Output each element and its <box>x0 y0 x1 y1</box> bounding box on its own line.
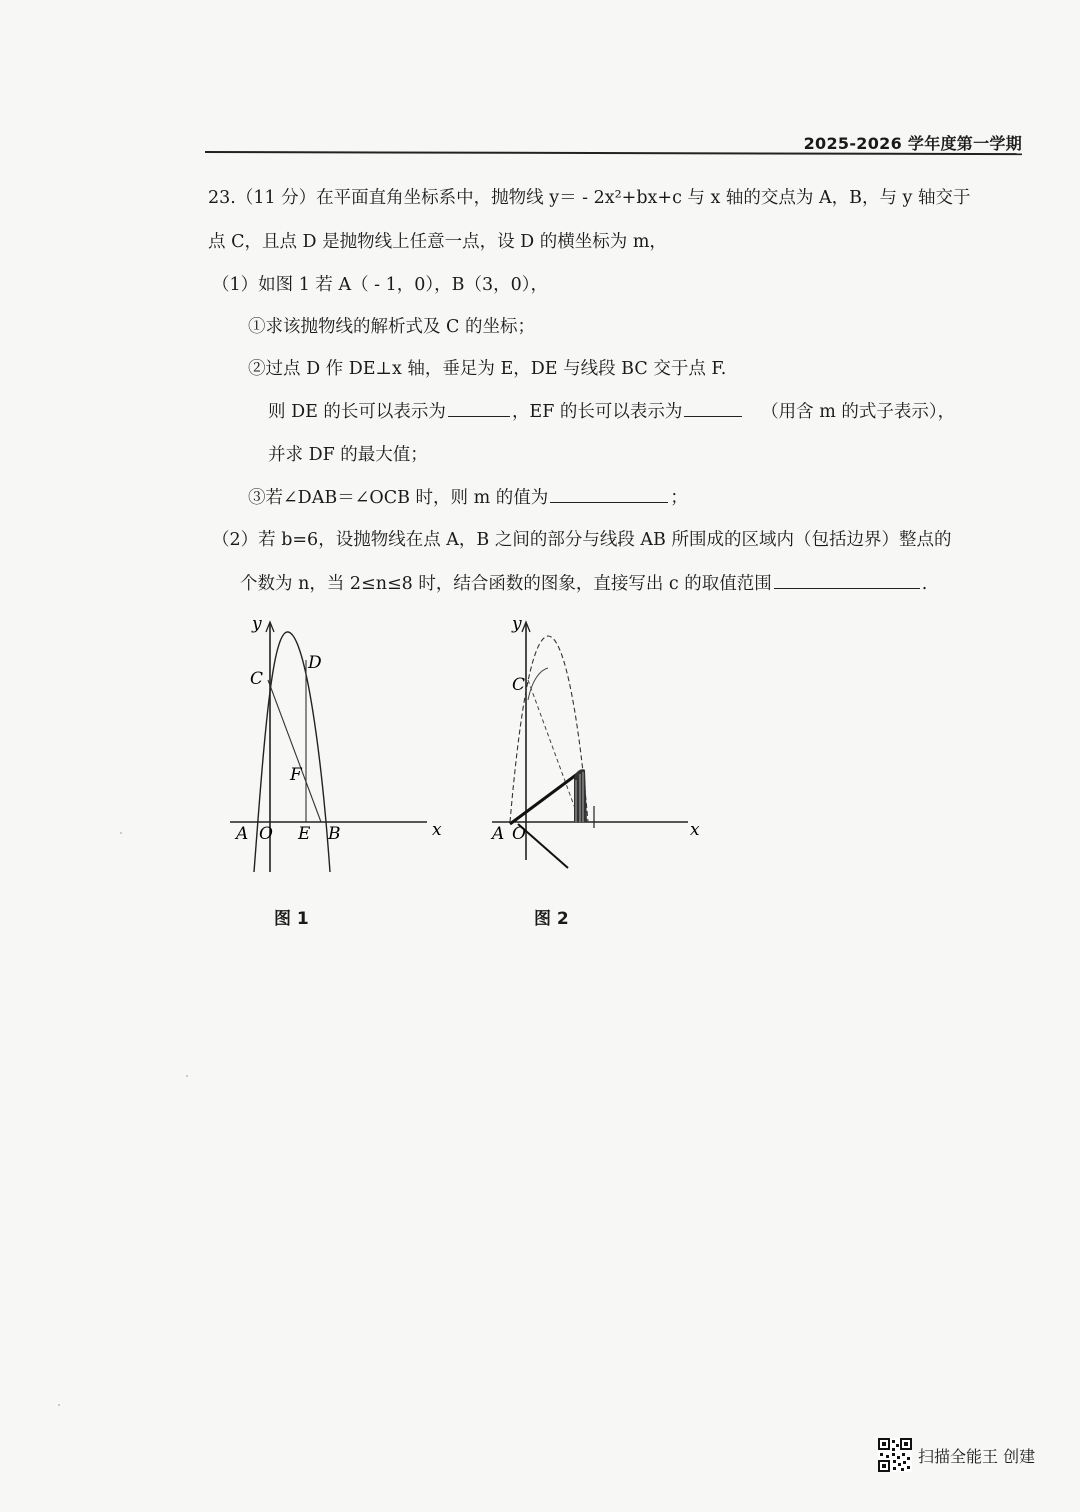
figure-2-caption: 图 2 <box>534 909 569 929</box>
part-2-line-2 <box>240 570 927 595</box>
de-length-label: 则 DE 的长可以表示为 <box>268 402 446 422</box>
fig1-label-x: x <box>432 820 442 840</box>
m-value-blank[interactable] <box>550 486 668 503</box>
figure-2-svg <box>488 610 713 880</box>
question-line-2: 点 C，且点 D 是抛物线上任意一点，设 D 的横坐标为 m， <box>208 232 667 252</box>
fig1-label-o: O <box>259 824 273 844</box>
de-length-blank[interactable] <box>448 400 510 417</box>
fig1-label-e: E <box>298 824 311 844</box>
fig2-thick-segment <box>510 772 580 824</box>
part-2-end: . <box>921 574 928 594</box>
part-2-label: 个数为 n，当 2≤n≤8 时，结合函数的图象，直接写出 c 的取值范围 <box>240 574 772 594</box>
fig2-label-x: x <box>690 820 700 840</box>
part-1-heading: （1）如图 1 若 A（ - 1，0），B（3，0）， <box>212 275 549 295</box>
fig1-label-c: C <box>250 669 264 689</box>
subquestion-3-label: ③若∠DAB＝∠OCB 时，则 m 的值为 <box>248 488 549 508</box>
subquestion-3 <box>248 484 688 509</box>
fig2-label-c: C <box>512 675 526 695</box>
figure-1 <box>222 610 462 885</box>
scan-speck <box>58 1404 60 1406</box>
ef-length-blank[interactable] <box>684 400 742 417</box>
fig1-label-y: y <box>252 614 262 634</box>
fig2-label-o: O <box>512 824 526 844</box>
figure-1-svg <box>222 610 462 885</box>
subquestion-1: ①求该抛物线的解析式及 C 的坐标； <box>248 317 536 337</box>
fig1-label-a: A <box>236 824 249 844</box>
scan-speck <box>186 1075 188 1077</box>
scanner-watermark <box>878 1438 1035 1472</box>
ef-length-label: ，EF 的长可以表示为 <box>511 402 683 422</box>
question-line-1: 23.（11 分）在平面直角坐标系中，抛物线 y＝ - 2x²+bx+c 与 x 轴的交点为 A，B，与 y 轴交于 <box>208 188 971 208</box>
express-in-m-note: （用含 m 的式子表示）， <box>761 402 956 422</box>
fig2-dashed-line <box>528 680 580 822</box>
fig2-label-a: A <box>492 824 505 844</box>
subquestion-3-end: ； <box>670 488 688 508</box>
subquestion-2-max: 并求 DF 的最大值； <box>268 445 428 465</box>
fig2-label-y: y <box>512 614 522 634</box>
subquestion-2-answer-line <box>268 398 955 423</box>
figure-1-caption: 图 1 <box>274 909 309 929</box>
c-range-blank[interactable] <box>774 572 920 589</box>
fig1-label-b: B <box>328 824 341 844</box>
school-year-header: 2025-2026 学年度第一学期 <box>803 134 1022 153</box>
part-2-line-1: （2）若 b=6，设抛物线在点 A，B 之间的部分与线段 AB 所围成的区域内（包括边界）整点的 <box>212 530 952 550</box>
fig1-label-f: F <box>290 765 302 785</box>
scan-speck <box>120 832 122 834</box>
fig1-label-d: D <box>308 653 322 673</box>
fig1-segment-bc <box>268 680 321 822</box>
qr-code-icon <box>878 1438 912 1472</box>
fig2-inner-curve <box>528 668 548 700</box>
subquestion-2: ②过点 D 作 DE⊥x 轴，垂足为 E，DE 与线段 BC 交于点 F. <box>248 359 727 379</box>
figure-2 <box>488 610 713 880</box>
watermark-text: 扫描全能王 创建 <box>918 1446 1036 1466</box>
